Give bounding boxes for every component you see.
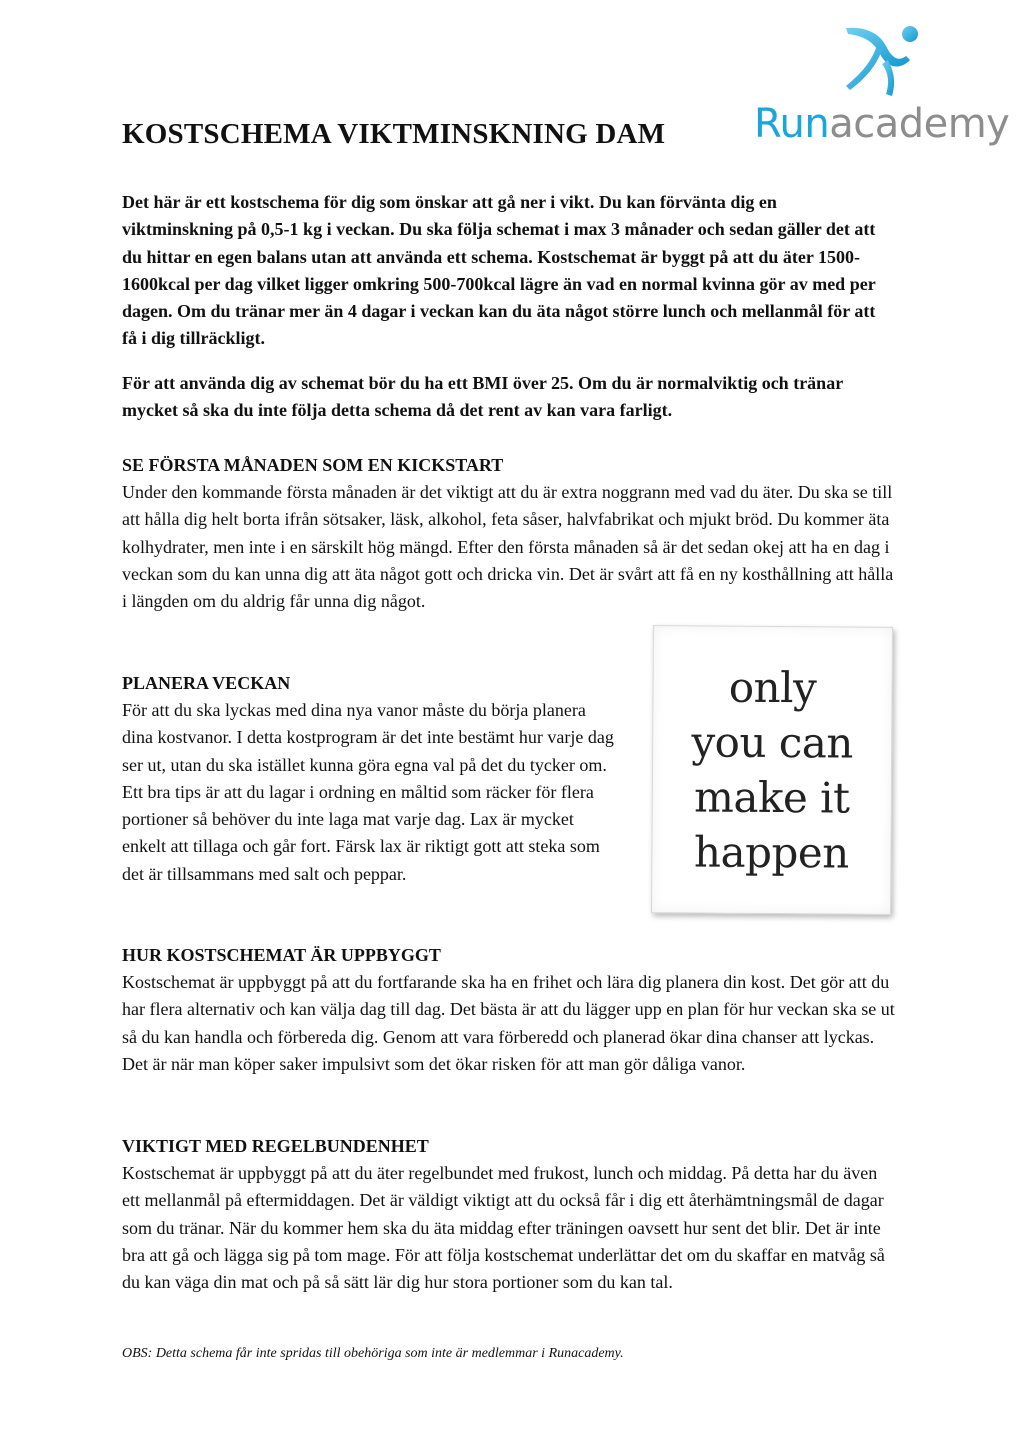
- section-text-kickstart: Under den kommande första månaden är det viktigt att du är extra noggrann med vad du äter. Du ska se till att hålla dig helt borta ifrån sötsaker, läsk, alkohol, feta såser, halvfabrikat och mjukt bröd. Du kommer äta kolhydrater, men inte i en särskilt hög mängd. Efter den första månaden så är det sedan okej att ha en dag i veckan som du kan unna dig att äta något gott och dricka vin. Det är svårt att få en ny kosthållning att hålla i längden om du aldrig får unna dig något.: [122, 482, 894, 612]
- motivation-quote-card: [651, 625, 893, 915]
- section-heading-uppbyggt: HUR KOSTSCHEMAT ÄR UPPBYGGT: [122, 945, 441, 965]
- runacademy-logo: [754, 20, 1010, 147]
- motivation-quote: [690, 659, 853, 880]
- logo-text-academy: academy: [829, 101, 1010, 147]
- logo-text-run: Run: [754, 101, 830, 147]
- quote-line: only: [728, 662, 817, 713]
- section-heading-kickstart: SE FÖRSTA MÅNADEN SOM EN KICKSTART: [122, 455, 504, 475]
- runner-icon: [836, 20, 926, 98]
- quote-line: happen: [693, 827, 849, 878]
- quote-line: you can: [691, 717, 854, 768]
- logo-wordmark: [754, 101, 1010, 147]
- quote-line: make it: [693, 772, 850, 823]
- section-text-uppbyggt: Kostschemat är uppbyggt på att du fortfarande ska ha en frihet och lära dig planera din kost. Det gör att du har flera alternativ och kan välja dag till dag. Det bästa är att du lägger upp en plan för hur veckan ska se ut så du kan handla och förbereda dig. Genom att vara förberedd och planerad ökar dina chanser att lyckas. Det är när man köper saker impulsivt som det ökar risken för att man gör dåliga vanor.: [122, 972, 895, 1074]
- footnote: OBS: Detta schema får inte spridas till obehöriga som inte är medlemmar i Runacademy.: [122, 1346, 624, 1361]
- intro-paragraph-1: Det här är ett kostschema för dig som önskar att gå ner i vikt. Du kan förvänta dig en viktminskning på 0,5-1 kg i veckan. Du ska följa schemat i max 3 månader och sedan gäller det att du hittar en egen balans utan att använda ett schema. Kostschemat är byggt på att du äter 1500-1600kcal per dag vilket ligger omkring 500-700kcal lägre än vad en normal kvinna gör av med per dagen. Om du tränar mer än 4 dagar i veckan kan du äta något större lunch och mellanmål för att få i dig tillräckligt.: [122, 192, 876, 349]
- page-title: KOSTSCHEMA VIKTMINSKNING DAM: [122, 118, 666, 150]
- section-heading-regelbundenhet: VIKTIGT MED REGELBUNDENHET: [122, 1136, 429, 1156]
- intro-paragraph-2: För att använda dig av schemat bör du ha ett BMI över 25. Om du är normalviktig och tränar mycket så ska du inte följa detta schema då det rent av kan vara farligt.: [122, 373, 843, 421]
- section-text-regelbundenhet: Kostschemat är uppbyggt på att du äter regelbundet med frukost, lunch och middag. På detta har du även ett mellanmål på eftermiddagen. Det är väldigt viktigt att du också får i dig ett återhämtningsmål de dagar som du tränar. När du kommer hem ska du äta middag efter träningen oavsett hur sent det blir. Det är inte bra att gå och lägga sig på tom mage. För att följa kostschemat underlättar det om du skaffar en matvåg så du kan väga din mat och på så sätt lär dig hur stora portioner som du kan tal.: [122, 1163, 885, 1293]
- section-heading-planera: PLANERA VECKAN: [122, 673, 291, 693]
- section-text-planera: För att du ska lyckas med dina nya vanor måste du börja planera dina kostvanor. I detta kostprogram är det inte bestämt hur varje dag ser ut, utan du ska istället kunna göra egna val på det du tycker om. Ett bra tips är att du lagar i ordning en måltid som räcker för flera portioner så behöver du inte laga mat varje dag. Lax är mycket enkelt att tillaga och går fort. Färsk lax är riktigt gott att steka som det är tillsammans med salt och peppar.: [122, 700, 614, 884]
